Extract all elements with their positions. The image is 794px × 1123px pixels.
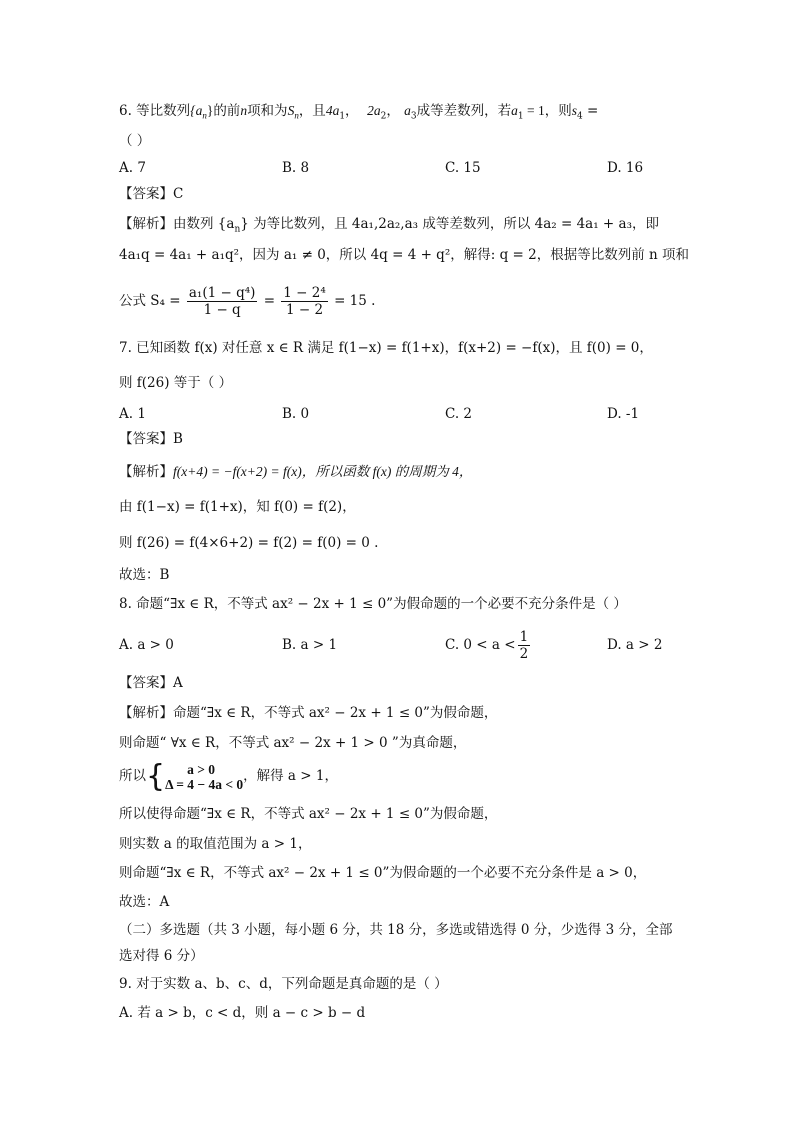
q6-explanation-1: 【解析】由数列 $\{a_n\}$ 为等比数列，且 4a₁,2a₂,a₃ 成等差数列，所以 4a₂ = 4a₁ + a₃，即 — [119, 216, 659, 235]
q8-explanation-4: 所以使得命题“∃x ∈ R，不等式 ax² − 2x + 1 ≤ 0”为假命题， — [119, 806, 498, 822]
q7-option-a: A. 1 — [119, 406, 146, 422]
q8-stem: 8. 命题“∃x ∈ R，不等式 ax² − 2x + 1 ≤ 0”为假命题的一个必要不充分条件是（ ） — [119, 596, 627, 612]
q8-answer: 【答案】A — [119, 675, 183, 691]
section-header-line-2: 选对得 6 分） — [119, 948, 204, 964]
q6-paren: （ ） — [119, 133, 151, 149]
q9-option-a: A. 若 a > b，c < d，则 a − c > b − d — [119, 1005, 366, 1021]
q8-option-a: A. a > 0 — [119, 637, 174, 653]
q8-option-c: C. 0 < a < $\frac{1}{2}$ — [445, 629, 529, 662]
q7-answer: 【答案】B — [119, 431, 183, 447]
q8-option-d: D. a > 2 — [607, 637, 663, 653]
q7-conclusion: 故选：B — [119, 567, 170, 583]
q7-option-d: D. -1 — [607, 406, 640, 422]
q6-answer: 【答案】C — [119, 186, 184, 202]
q9-stem: 9. 对于实数 a、b、c、d，下列命题是真命题的是（ ） — [119, 976, 448, 992]
q7-stem: 7. 已知函数 f(x) 对任意 x ∈ R 满足 f(1−x) = f(1+x)，f(x+2) = −f(x)，且 f(0) = 0， — [119, 340, 653, 356]
q7-option-c: C. 2 — [445, 406, 473, 422]
q6-option-c: C. 15 — [445, 160, 481, 176]
q8-explanation-1: 【解析】命题“∃x ∈ R，不等式 ax² − 2x + 1 ≤ 0”为假命题， — [119, 705, 498, 721]
q8-option-c-fraction: $\frac{1}{2}$ — [519, 629, 529, 662]
q6-option-a: A. 7 — [119, 160, 146, 176]
left-brace-icon: { — [146, 758, 166, 794]
q6-fraction-1: $\frac{\text{a₁(1 − q⁴)}}{1 - q}$ — [188, 285, 256, 318]
q7-explanation-3: 则 f(26) = f(4×6+2) = f(2) = f(0) = 0 . — [119, 535, 379, 551]
q7-stem-2: 则 f(26) 等于（ ） — [119, 375, 233, 391]
q6-fraction-2: $\frac{\text{1 − 2⁴}}{1 - 2}$ — [283, 285, 326, 318]
q8-option-b: B. a > 1 — [282, 637, 338, 653]
section-header-line-1: （二）多选题（共 3 小题，每小题 6 分，共 18 分，多选或错选得 0 分，少选得 3 分，全部 — [119, 922, 673, 938]
q7-explanation-2: 由 f(1−x) = f(1+x)，知 f(0) = f(2)， — [119, 499, 356, 515]
q7-option-b: B. 0 — [282, 406, 310, 422]
q8-explanation-3: 所以{ a > 0 Δ = 4 − 4a < 0 ，解得 a > 1， — [119, 758, 338, 794]
q6-explanation-3: 公式 S₄ = $\frac{\text{a₁(1 − q⁴)}}{1 - q}$ = $\frac{\text{1 − 2⁴}}{1 - 2}$ = 15 . — [119, 285, 376, 318]
q8-explanation-2: 则命题“ ∀x ∈ R，不等式 ax² − 2x + 1 > 0 ”为真命题， — [119, 735, 467, 751]
q8-inequality-system: a > 0 Δ = 4 − 4a < 0 — [165, 761, 244, 792]
q6-explanation-2: 4a₁q = 4a₁ + a₁q²，因为 a₁ ≠ 0，所以 4q = 4 + q²，解得: q = 2，根据等比数列前 n 项和 — [119, 247, 689, 263]
q6-option-b: B. 8 — [282, 160, 310, 176]
q8-conclusion: 故选：A — [119, 894, 170, 910]
q8-explanation-5: 则实数 a 的取值范围为 a > 1， — [119, 836, 312, 852]
q6-option-d: D. 16 — [607, 160, 644, 176]
q8-explanation-6: 则命题“∃x ∈ R，不等式 ax² − 2x + 1 ≤ 0”为假命题的一个必要不充分条件是 a > 0， — [119, 865, 647, 881]
q7-explanation-1: 【解析】f(x+4) = −f(x+2) = f(x)，所以函数 f(x) 的周期为 4， — [119, 464, 473, 480]
q6-stem: 6. 等比数列$\{a_n\}$的前n项和为$S_n$，且$4a_1$， $2a_2$， $a_3$成等差数列，若$a_1 = 1$，则$s_4$ = — [119, 103, 599, 122]
